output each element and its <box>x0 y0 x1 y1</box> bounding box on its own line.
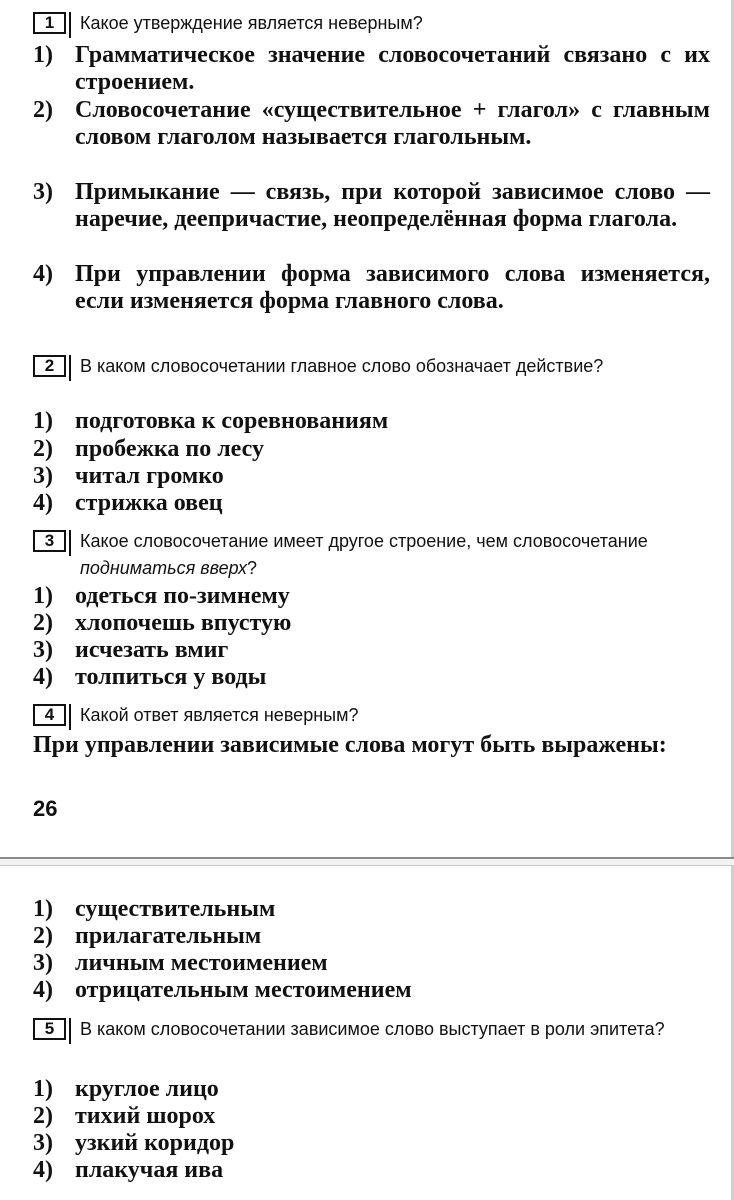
q1-option-4[interactable] <box>33 261 710 315</box>
question-3-text-start: Какое словосочетание имеет другое строение, чем словосочетание <box>80 531 648 551</box>
option-number: 1) <box>33 42 53 68</box>
option-text: исчезать вмиг <box>75 637 229 663</box>
option-text: Грамматическое значение словосочетаний связано с их строением. <box>75 42 710 95</box>
option-text: толпиться у воды <box>75 664 267 690</box>
q4-option-2[interactable] <box>33 923 710 950</box>
option-text: подготовка к соревнованиям <box>75 408 389 434</box>
option-text: читал громко <box>75 463 224 489</box>
option-number: 2) <box>33 610 53 636</box>
option-number: 4) <box>33 977 53 1003</box>
option-text: прилагательным <box>75 923 262 949</box>
option-number: 1) <box>33 1076 53 1102</box>
q4-option-4[interactable] <box>33 977 710 1004</box>
question-4-text: Какой ответ является неверным? <box>80 705 359 725</box>
q1-option-1[interactable] <box>33 42 710 96</box>
option-number: 2) <box>33 97 53 123</box>
option-text: существительным <box>75 896 276 922</box>
question-5-number: 5 <box>33 1018 66 1040</box>
page-bottom <box>0 864 734 1200</box>
option-text: отрицательным местоимением <box>75 977 412 1003</box>
q2-option-2[interactable] <box>33 436 710 463</box>
option-text: одеться по-зимнему <box>75 583 290 609</box>
option-text: пробежка по лесу <box>75 436 264 462</box>
option-text: хлопочешь впустую <box>75 610 292 636</box>
option-text: стрижка овец <box>75 490 223 516</box>
option-number: 3) <box>33 463 53 489</box>
option-number: 4) <box>33 1157 53 1183</box>
q3-option-3[interactable] <box>33 637 710 664</box>
option-number: 4) <box>33 261 53 287</box>
question-4-number: 4 <box>33 704 66 726</box>
question-4-header <box>33 702 358 729</box>
option-number: 4) <box>33 490 53 516</box>
option-number: 1) <box>33 408 53 434</box>
option-number: 3) <box>33 637 53 663</box>
q5-option-4[interactable] <box>33 1157 710 1184</box>
q5-option-2[interactable] <box>33 1103 710 1130</box>
option-text: личным местоимением <box>75 950 328 976</box>
q5-option-3[interactable] <box>33 1130 710 1157</box>
question-3-header <box>33 528 700 582</box>
question-3-text-italic: подниматься вверх <box>80 558 248 578</box>
page-number: 26 <box>33 796 58 821</box>
option-text: узкий коридор <box>75 1130 235 1156</box>
q5-option-1[interactable] <box>33 1076 710 1103</box>
q4-option-3[interactable] <box>33 950 710 977</box>
question-1-header <box>33 10 423 37</box>
q1-option-2[interactable] <box>33 97 710 151</box>
question-4-statement: При управлении зависимые слова могут быть выражены: <box>33 732 667 758</box>
question-2-number: 2 <box>33 355 66 377</box>
option-text: плакучая ива <box>75 1157 224 1183</box>
question-3-number: 3 <box>33 530 66 552</box>
option-number: 3) <box>33 179 53 205</box>
option-text: круглое лицо <box>75 1076 219 1102</box>
option-number: 1) <box>33 583 53 609</box>
option-text: тихий шорох <box>75 1103 216 1129</box>
option-text: Словосочетание «существительное + глагол» с главным словом глаголом называется глагольным. <box>75 97 710 150</box>
option-number: 1) <box>33 896 53 922</box>
q1-option-3[interactable] <box>33 179 710 233</box>
q2-option-1[interactable] <box>33 408 710 435</box>
question-5-text: В каком словосочетании зависимое слово выступает в роли эпитета? <box>80 1019 665 1039</box>
option-text: При управлении форма зависимого слова изменяется, если изменяется форма главного слова. <box>75 261 710 314</box>
question-1-number: 1 <box>33 12 66 34</box>
option-number: 4) <box>33 664 53 690</box>
option-number: 3) <box>33 950 53 976</box>
option-number: 3) <box>33 1130 53 1156</box>
option-number: 2) <box>33 1103 53 1129</box>
q3-option-4[interactable] <box>33 664 710 691</box>
option-text: Примыкание — связь, при которой зависимое слово — наречие, деепричастие, неопределённая форма глагола. <box>75 179 710 232</box>
q2-option-3[interactable] <box>33 463 710 490</box>
question-2-text: В каком словосочетании главное слово обозначает действие? <box>80 356 604 376</box>
q3-option-1[interactable] <box>33 583 710 610</box>
q2-option-4[interactable] <box>33 490 710 517</box>
question-1-text: Какое утверждение является неверным? <box>80 13 423 33</box>
option-number: 2) <box>33 923 53 949</box>
question-3-text-end: ? <box>247 558 258 578</box>
option-number: 2) <box>33 436 53 462</box>
q4-option-1[interactable] <box>33 896 710 923</box>
question-3-text <box>80 528 700 582</box>
question-2-header <box>33 353 700 380</box>
question-5-header <box>33 1016 700 1043</box>
q3-option-2[interactable] <box>33 610 710 637</box>
